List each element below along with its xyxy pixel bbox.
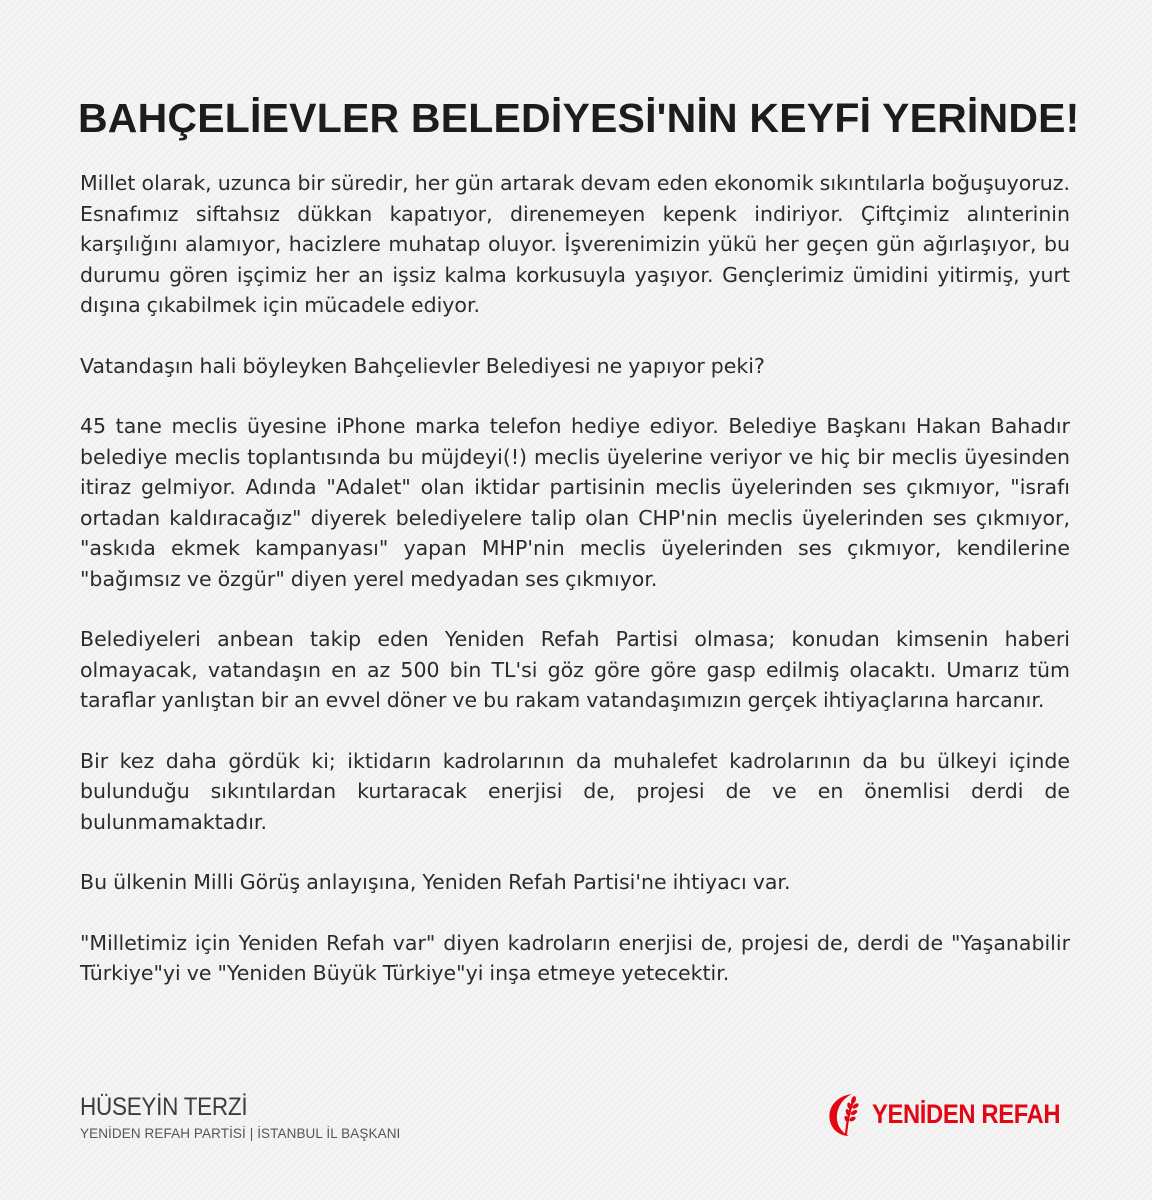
paragraph-conclusion: Bir kez daha gördük ki; iktidarın kadrolarının da muhalefet kadrolarının da bu ülkeyi içinde bulunduğu sıkıntılardan kurtaracak enerjisi de, projesi de ve en önemlisi derdi de bulunmamaktadır. [80,748,1070,834]
signatory-role: YENİDEN REFAH PARTİSİ | İSTANBUL İL BAŞKANI [80,1126,401,1141]
statement-title: BAHÇELİEVLER BELEDİYESİ'NİN KEYFİ YERİNDE! [78,95,1080,141]
party-logo [822,1090,1086,1138]
paragraph-milli-gorus: Bu ülkenin Milli Görüş anlayışına, Yeniden Refah Partisi'ne ihtiyacı var. [80,870,791,894]
paragraph-iphone-gift: 45 tane meclis üyesine iPhone marka telefon hediye ediyor. Belediye Başkanı Hakan Bahadır belediye meclis toplantısında bu müjdeyi(!) meclis üyelerine veriyor ve hiç bir meclis üyesinden itiraz gelmiyor. Adında "Adalet" olan iktidar partisinin meclis üyelerinden ses çıkmıyor, "israfı ortadan kaldıracağız" diyerek belediyelere talip olan CHP'nin meclis üyelerinden ses çıkmıyor, "askıda ekmek kampanyası" yapan MHP'nin meclis üyelerinden ses çıkmıyor, kendilerine "bağımsız ve özgür" diyen yerel medyadan ses çıkmıyor. [80,414,1070,591]
paragraph-question: Vatandaşın hali böyleyken Bahçelievler Belediyesi ne yapıyor peki? [80,353,765,378]
party-logo-text: YENİDEN REFAH [872,1099,1061,1129]
paragraph-party-tracking: Belediyeleri anbean takip eden Yeniden Refah Partisi olmasa; konudan kimsenin haberi olmayacak, vatandaşın en az 500 bin TL'si göz göre göre gasp edilmiş olacaktı. Umarız tüm taraflar yanlıştan bir an evvel döner ve bu rakam vatandaşımızın gerçek ihtiyaçlarına harcanır. [80,627,1070,712]
signature-block [80,1092,400,1142]
paragraph-economic-hardship: Millet olarak, uzunca bir süredir, her gün artarak devam eden ekonomik sıkıntılarla boğuşuyoruz. Esnafımız siftahsız dükkan kapatıyor, direnemeyen kepenk indiriyor. Çiftçimiz alınterinin karşılığını alamıyor, hacizlere muhatap oluyor. İşverenimizin yükü her geçen gün ağırlaşıyor, bu durumu gören işçimiz her an işsiz kalma korkusuyla yaşıyor. Gençlerimiz ümidini yitirmiş, yurt dışına çıkabilmek için mücadele ediyor. [80,171,1070,317]
paragraph-slogan: "Milletimiz için Yeniden Refah var" diyen kadroların enerjisi de, projesi de, derdi de "Yaşanabilir Türkiye"yi ve "Yeniden Büyük Türkiye"yi inşa etmeye yetecektir. [80,930,1070,985]
statement-body [80,168,1070,1019]
signatory-name: HÜSEYİN TERZİ [80,1093,248,1121]
crescent-wheat-icon [822,1090,870,1138]
